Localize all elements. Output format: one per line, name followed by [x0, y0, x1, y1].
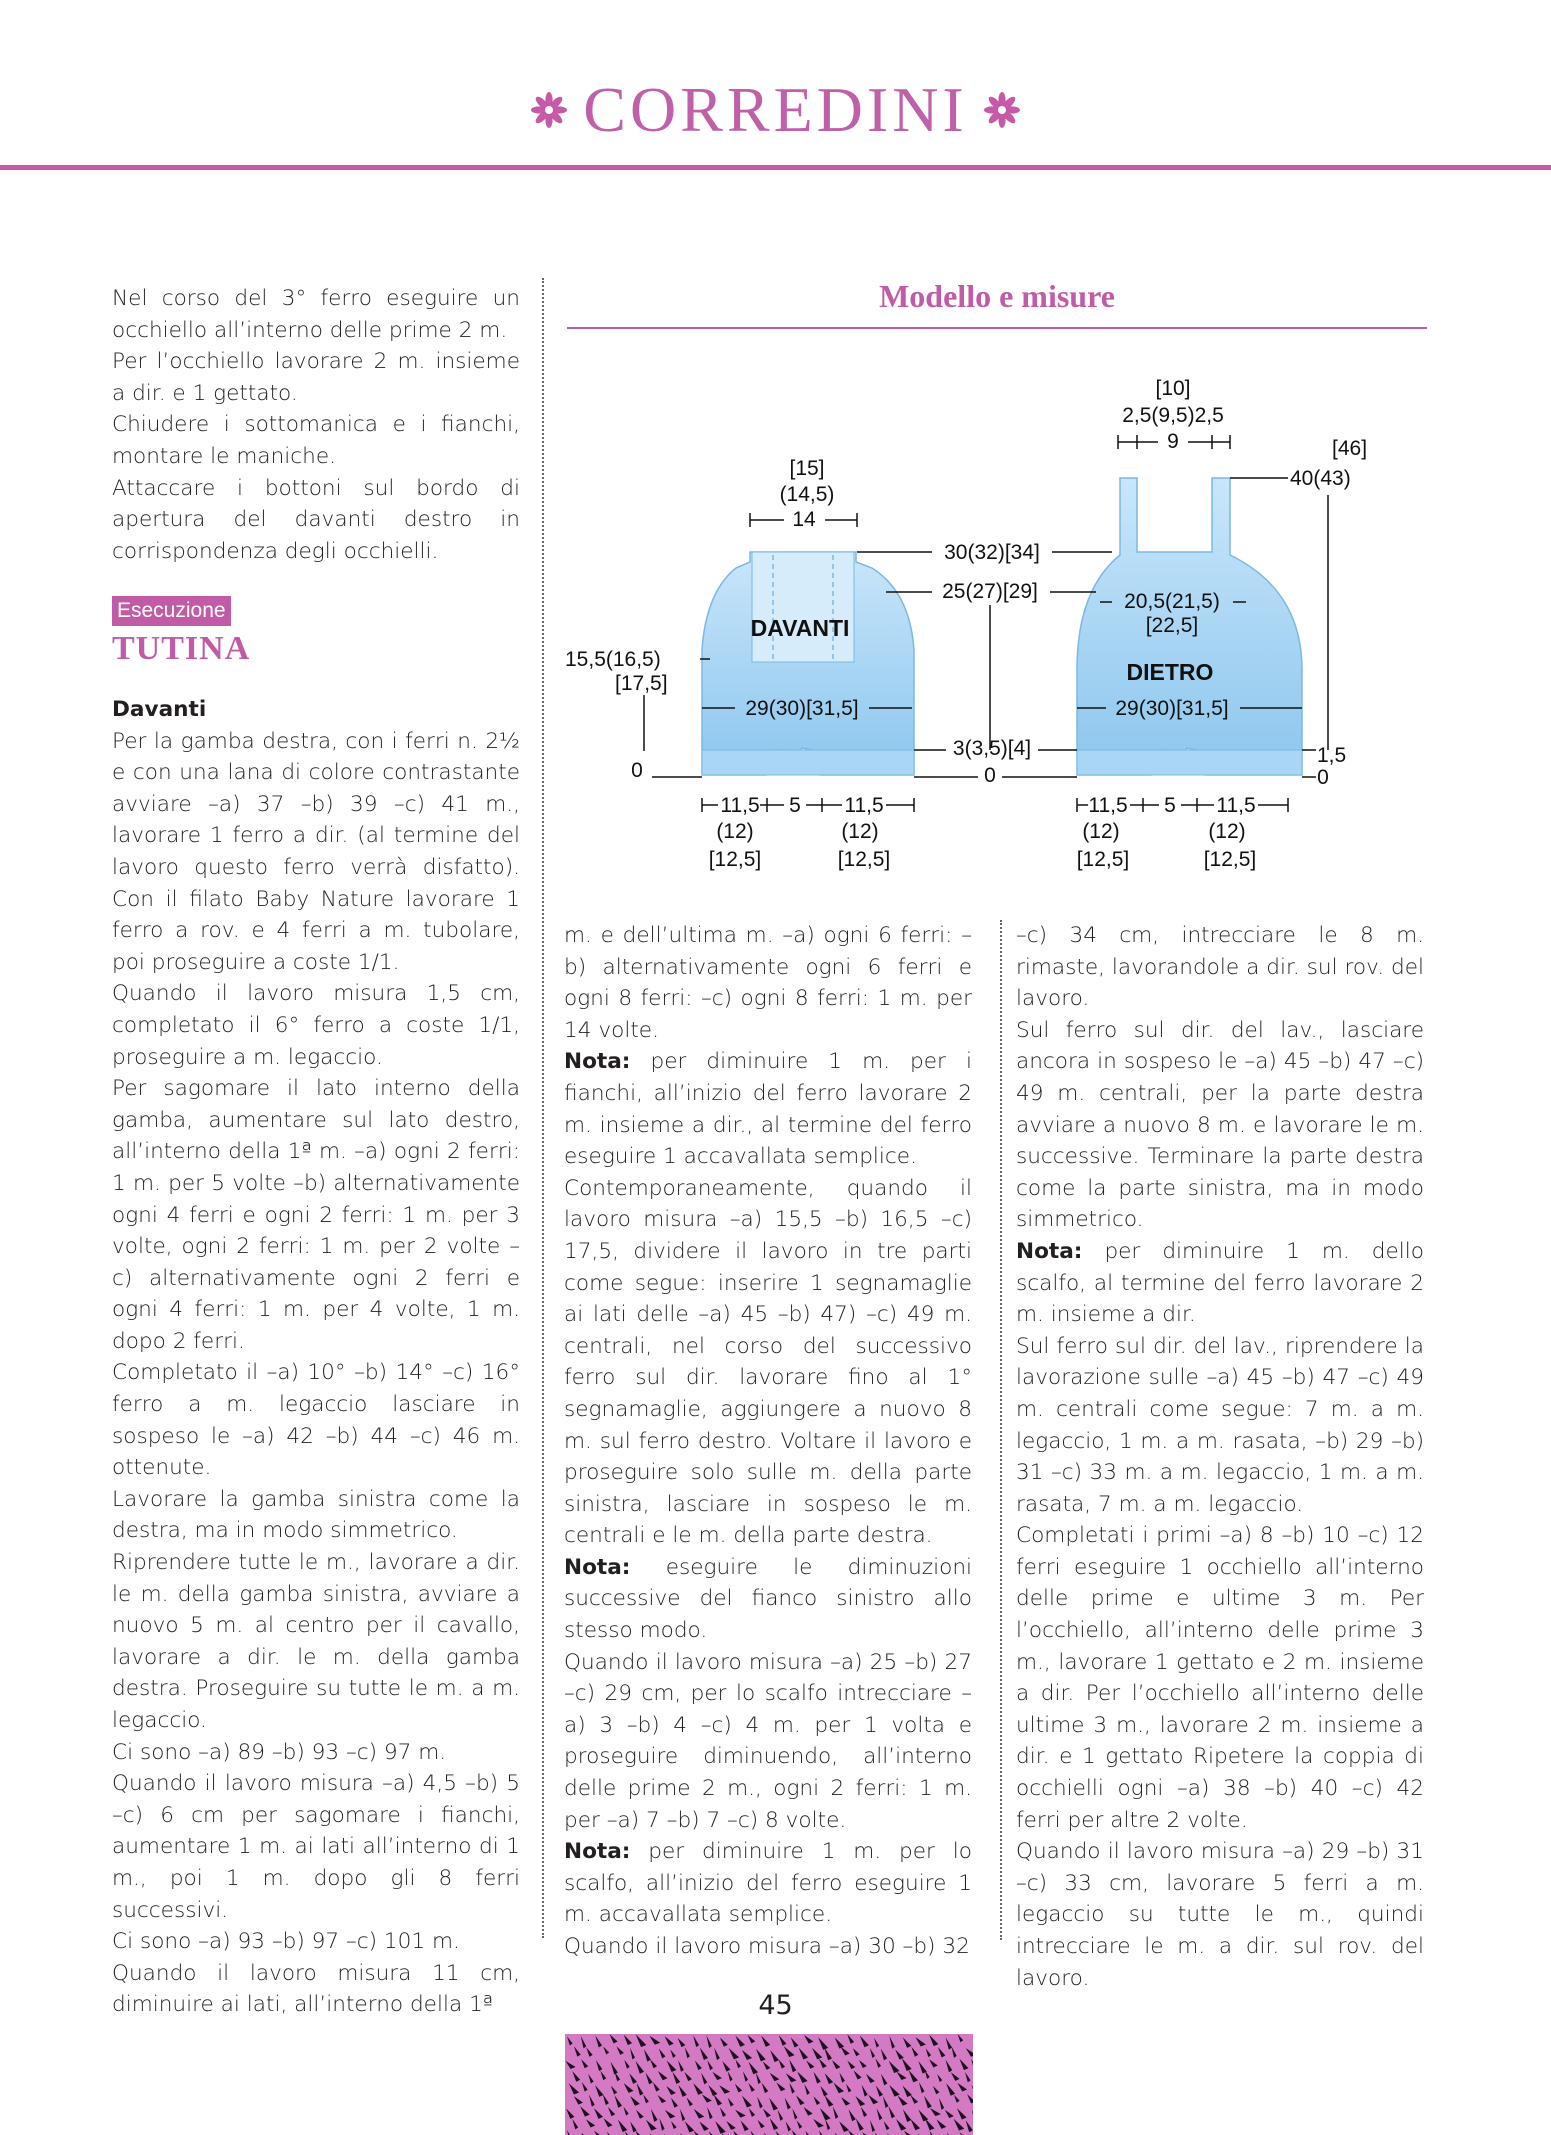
flower-icon — [529, 90, 569, 130]
paragraph: Quando il lavoro misura –a) 25 –b) 27 –c) 29 cm, per lo scalfo intrecciare –a) 3 –b) 4 –c) 4 m. per 1 volta e proseguire diminuendo, all’interno delle prime 2 m., ogni 2 ferri: 1 m. per –a) 7 –b) 7 –c) 8 volte. — [564, 1649, 972, 1833]
paragraph: Per sagomare il lato interno della gamba, aumentare sul lato destro, all’interno della 1ª m. –a) ogni 2 ferri: 1 m. per 5 volte –b) alternativamente ogni 4 ferri e ogni 2 ferri: 1 m. per 3 volte, ogni 2 ferri: 1 m. per 2 volte –c) alternativamente ogni 2 ferri e ogni 4 ferri: 1 m. per 4 volte, 1 m. dopo 2 ferri. — [112, 1076, 520, 1354]
diagram-title: Modello e misure — [879, 278, 1115, 314]
note-text: per diminuire 1 m. dello scalfo, al termine del ferro lavorare 2 m. insieme a dir. — [1016, 1238, 1424, 1328]
paragraph: –c) 34 cm, intrecciare le 8 m. rimaste, lavorandole a dir. sul rov. del lavoro. — [1016, 923, 1424, 1012]
paragraph: m. e dell’ultima m. –a) ogni 6 ferri: –b) alternativamente ogni 6 ferri e ogni 8 ferri: –c) ogni 8 ferri: 1 m. per 14 volte. — [564, 923, 972, 1043]
front-side-height-label: 15,5(16,5) — [565, 648, 661, 671]
back-strap-top-label: 2,5(9,5)2,5 — [1122, 404, 1224, 427]
pattern-diagram — [560, 330, 1430, 890]
note-paragraph — [564, 1552, 972, 1647]
paragraph: Quando il lavoro misura –a) 4,5 –b) 5 –c) 6 cm per sagomare i fianchi, aumentare 1 m. ai lati all’interno di 1 m., poi 1 m. dopo gli 8 ferri successivi. — [112, 1771, 520, 1923]
back-bottom-left-label: 11,5 — [1088, 794, 1128, 817]
back-label: DIETRO — [1126, 659, 1214, 685]
center-height-label: 30(32)[34] — [944, 541, 1040, 564]
page-header — [0, 74, 1551, 145]
instructions-middle — [564, 920, 972, 1963]
front-bottom-right-label: 11,5 — [844, 794, 884, 817]
paragraph: Quando il lavoro misura –a) 30 –b) 32 — [564, 1934, 970, 1959]
front-bottom-left-label: (12) — [716, 820, 754, 843]
note-text: per diminuire 1 m. per lo scalfo, all’inizio del ferro eseguire 1 m. accavallata semplice. — [564, 1839, 972, 1928]
paragraph: Contemporaneamente, quando il lavoro misura –a) 15,5 –b) 16,5 –c) 17,5, dividere il lavoro in tre parti come segue: inserire 1 segnamaglie ai lati delle –a) 45 –b) 47) –c) 49 m. centrali, nel corso del successivo ferro sul dir. lavorare fino al 1° segnamaglie, aggiungere a nuovo 8 m. sul ferro destro. Voltare il lavoro e proseguire solo sulle m. della parte sinistra, lasciare in sospeso le m. centrali e le m. della parte destra. — [564, 1175, 972, 1549]
paragraph: Nel corso del 3° ferro eseguire un occhiello all’interno delle prime 2 m. — [112, 286, 520, 343]
front-bottom-left-label: 11,5 — [720, 794, 760, 817]
front-zero-label: 0 — [631, 759, 643, 782]
knit-swatch-image — [565, 2034, 973, 2135]
note-text: eseguire le diminuzioni successive del fianco sinistro allo stesso modo. — [564, 1554, 972, 1644]
back-hem-label: 1,5 — [1317, 744, 1347, 767]
paragraph: Attaccare i bottoni sul bordo di apertura del davanti destro in corrispondenza degli occhielli. — [112, 475, 520, 564]
paragraph: Quando il lavoro misura 1,5 cm, completato il 6° ferro a coste 1/1, proseguire a m. legaccio. — [112, 981, 520, 1070]
back-strap-height-label: 40(43) — [1290, 467, 1351, 490]
section-badge: Esecuzione — [112, 596, 231, 626]
paragraph: Chiudere i sottomanica e i fianchi, montare le maniche. — [112, 412, 520, 469]
back-bottom-left-label: [12,5] — [1076, 848, 1130, 871]
paragraph: Sul ferro sul dir. del lav., riprendere la lavorazione sulle –a) 45 –b) 47 –c) 49 m. centrali come segue: 7 m. a m. legaccio, 1 m. a m. rasata, –b) 29 –b) 31 –c) 33 m. a m. legaccio, 1 m. a m. rasata, 7 m. a m. legaccio. — [1016, 1333, 1424, 1517]
front-bib — [752, 552, 854, 662]
note-label: Nota: — [564, 1049, 631, 1075]
center-zero-label: 0 — [984, 764, 996, 787]
front-bottom-left-label: [12,5] — [708, 848, 762, 871]
paragraph: Ci sono –a) 93 –b) 97 –c) 101 m. — [112, 1929, 460, 1955]
paragraph: Per l’occhiello lavorare 2 m. insieme a dir. e 1 gettato. — [112, 349, 520, 406]
section-title: TUTINA — [112, 630, 251, 667]
intro-text — [112, 283, 520, 567]
front-bottom-right-label: (12) — [841, 820, 879, 843]
paragraph: Sul ferro sul dir. del lav., lasciare ancora in sospeso le –a) 45 –b) 47 –c) 49 m. centrali, per la parte destra avviare a nuovo 8 m. e lavorare le m. successive. Terminare la parte destra come la parte sinistra, ma in modo simmetrico. — [1016, 1017, 1424, 1233]
page-title: CORREDINI — [583, 74, 968, 145]
column-divider — [542, 278, 544, 1938]
back-armhole-label: 20,5(21,5) — [1124, 590, 1220, 613]
back-strap-top-label: [10] — [1155, 377, 1191, 400]
paragraph: Quando il lavoro misura –a) 29 –b) 31 –c) 33 cm, lavorare 5 ferri a m. legaccio su tutte le m., quindi intrecciare le m. a dir. sul rov. del lavoro. — [1016, 1839, 1424, 1991]
back-strap-top-label: 9 — [1167, 430, 1179, 453]
page-number: 45 — [758, 1990, 793, 2021]
paragraph: Completati i primi –a) 8 –b) 10 –c) 12 ferri eseguire 1 occhiello all’interno delle prime e ultime 3 m. Per l’occhiello, all’interno delle prime 3 m., lavorare 1 gettato e 2 m. insieme a dir. Per l’occhiello all’interno delle ultime 3 m., lavorare 2 m. insieme a dir. e 1 gettato Ripetere la coppia di occhielli ogni –a) 38 –b) 40 –c) 42 ferri per altre 2 volte. — [1016, 1523, 1424, 1833]
front-top-width-label: 14 — [792, 508, 816, 531]
back-zero-label: 0 — [1317, 766, 1329, 789]
note-label: Nota: — [564, 1839, 631, 1865]
front-top-width-label: [15] — [789, 457, 825, 480]
note-label: Nota: — [564, 1554, 631, 1580]
diagram-rule — [567, 327, 1427, 329]
front-label: DAVANTI — [750, 615, 850, 641]
back-armhole-label: [22,5] — [1145, 614, 1199, 637]
back-bottom-right-label: (12) — [1208, 820, 1246, 843]
center-height-label: 3(3,5)[4] — [952, 737, 1032, 760]
flower-icon — [982, 90, 1022, 130]
paragraph: Completato il –a) 10° –b) 14° –c) 16° ferro a m. legaccio lasciare in sospeso le –a) 42 –b) 44 –c) 46 m. ottenute. — [112, 1360, 520, 1481]
back-bottom-right-label: 11,5 — [1216, 794, 1256, 817]
paragraph: Lavorare la gamba sinistra come la destra, ma in modo simmetrico. — [112, 1486, 520, 1544]
back-strap-height-label: [46] — [1332, 437, 1368, 460]
center-height-label: 25(27)[29] — [942, 580, 1038, 603]
front-width-label: 29(30)[31,5] — [745, 697, 859, 720]
back-bottom-right-label: [12,5] — [1203, 848, 1257, 871]
column-divider — [1000, 920, 1002, 1940]
instructions-right — [1016, 920, 1424, 1994]
front-bottom-middle-label: 5 — [789, 794, 801, 817]
header-rule — [0, 165, 1551, 170]
subsection-heading: Davanti — [112, 697, 207, 722]
note-label: Nota: — [1016, 1238, 1083, 1264]
front-top-width-label: (14,5) — [779, 483, 835, 506]
note-paragraph — [1016, 1236, 1424, 1331]
back-bottom-middle-label: 5 — [1164, 794, 1176, 817]
front-side-height-label: [17,5] — [615, 672, 668, 695]
back-bottom-left-label: (12) — [1082, 820, 1120, 843]
paragraph: Quando il lavoro misura 11 cm, diminuire ai lati, all’interno della 1ª — [112, 1960, 520, 2018]
paragraph: Per la gamba destra, con i ferri n. 2½ e con una lana di colore contrastante avviare –a) 37 –b) 39 –c) 41 m., lavorare 1 ferro a dir. (al termine del lavoro questo ferro verrà disfatto). Con il filato Baby Nature lavorare 1 ferro a rov. e 4 ferri a m. tubolare, poi proseguire a coste 1/1. — [112, 728, 520, 975]
paragraph: Ci sono –a) 89 –b) 93 –c) 97 m. — [112, 1739, 447, 1765]
back-width-label: 29(30)[31,5] — [1115, 697, 1229, 720]
instructions-left — [112, 694, 520, 2021]
note-text: per diminuire 1 m. per i fianchi, all’inizio del ferro lavorare 2 m. insieme a dir., al termine del ferro eseguire 1 accavallata semplice. — [564, 1049, 972, 1170]
note-paragraph — [564, 1046, 972, 1172]
front-bottom-right-label: [12,5] — [837, 848, 891, 871]
note-paragraph — [564, 1836, 972, 1931]
paragraph: Riprendere tutte le m., lavorare a dir. le m. della gamba sinistra, avviare a nuovo 5 m. al centro per il cavallo, lavorare a dir. le m. della gamba destra. Proseguire su tutte le m. a m. legaccio. — [112, 1550, 520, 1733]
